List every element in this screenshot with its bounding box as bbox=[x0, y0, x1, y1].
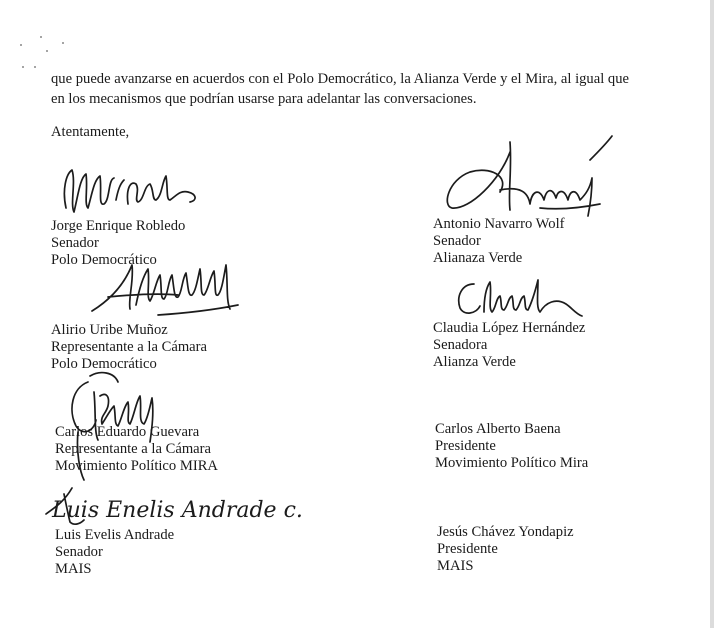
paragraph-line: que puede avanzarse en acuerdos con el Polo Democrático, la Alianza Verde y el Mira, al igual que bbox=[51, 71, 629, 87]
signature-navarro bbox=[440, 130, 620, 230]
signatory-name: Jorge Enrique Robledo bbox=[51, 218, 186, 234]
signatory-baena bbox=[435, 421, 588, 472]
signatory-role: Representante a la Cámara bbox=[51, 339, 207, 355]
signatory-name: Luis Evelis Andrade bbox=[55, 527, 175, 543]
signatory-party: Polo Democrático bbox=[51, 356, 157, 372]
signatory-name: Antonio Navarro Wolf bbox=[433, 216, 565, 232]
signatory-andrade bbox=[55, 527, 174, 578]
scan-speck bbox=[62, 42, 64, 44]
signatory-role: Representante a la Cámara bbox=[55, 441, 211, 457]
signature-andrade: Luis Enelis Andrade c. bbox=[52, 498, 303, 523]
signatory-party: Movimiento Político Mira bbox=[435, 455, 589, 471]
signatory-name: Carlos Alberto Baena bbox=[435, 421, 561, 437]
signatory-party: Alianza Verde bbox=[433, 354, 516, 370]
signature-robledo bbox=[58, 160, 208, 218]
signatory-role: Senadora bbox=[433, 337, 488, 353]
scan-speck bbox=[46, 50, 48, 52]
signatory-party: Polo Democrático bbox=[51, 252, 157, 268]
signatory-chavez bbox=[437, 524, 574, 575]
signatory-name: Alirio Uribe Muñoz bbox=[51, 322, 168, 338]
closing-salutation: Atentamente, bbox=[51, 124, 130, 140]
scan-speck bbox=[40, 36, 42, 38]
signatory-party: Movimiento Político MIRA bbox=[55, 458, 218, 474]
signature-lopez bbox=[452, 272, 592, 324]
page-edge-shadow bbox=[710, 0, 714, 628]
signatory-role: Senador bbox=[55, 544, 103, 560]
signatory-role: Presidente bbox=[437, 541, 498, 557]
signatory-role: Senador bbox=[51, 235, 99, 251]
signature-uribe bbox=[88, 255, 248, 323]
signatory-lopez bbox=[433, 320, 585, 371]
signatory-role: Senador bbox=[433, 233, 481, 249]
paragraph-line: en los mecanismos que podrían usarse para adelantar las conversaciones. bbox=[51, 91, 477, 107]
scan-speck bbox=[34, 66, 36, 68]
signatory-name: Jesús Chávez Yondapiz bbox=[437, 524, 574, 540]
scan-speck bbox=[22, 66, 24, 68]
signatory-party: MAIS bbox=[55, 561, 92, 577]
signatory-name: Carlos Eduardo Guevara bbox=[55, 424, 200, 440]
signatory-guevara bbox=[55, 424, 218, 475]
signatory-party: MAIS bbox=[437, 558, 474, 574]
scan-speck bbox=[20, 44, 22, 46]
signatory-navarro bbox=[433, 216, 565, 267]
signatory-role: Presidente bbox=[435, 438, 496, 454]
letter-paragraph bbox=[51, 69, 661, 109]
signatory-party: Alianaza Verde bbox=[433, 250, 523, 266]
signatory-name: Claudia López Hernández bbox=[433, 320, 586, 336]
